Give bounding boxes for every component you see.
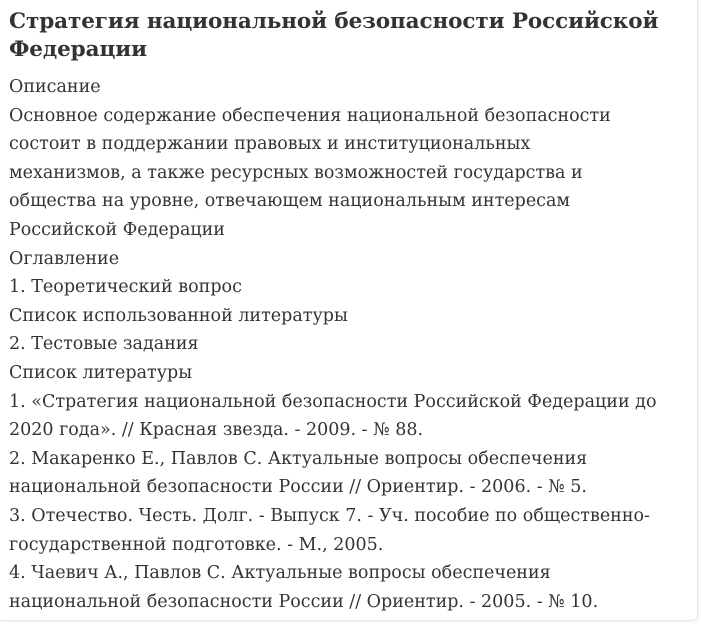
reference-line: национальной безопасности России // Ориентир. - 2005. - № 10. [9,591,599,612]
document-content [9,8,693,616]
toc-item: 2. Тестовые задания [9,334,199,355]
toc-list [9,273,693,359]
reference-line: 2020 года». // Красная звезда. - 2009. - № 88. [9,420,424,441]
references-heading: Список литературы [9,362,193,383]
title-line: Стратегия национальной безопасности Российской [9,9,659,34]
reference-line: 3. Отечество. Честь. Долг. - Выпуск 7. - Уч. пособие по общественно- [9,505,650,526]
description-line: состоит в поддержании правовых и институциональных [9,134,531,155]
description-line: общества на уровне, отвечающем национальным интересам [9,191,571,212]
description-line: Основное содержание обеспечения национальной безопасности [9,105,611,126]
reference-line: 2. Макаренко Е., Павлов С. Актуальные вопросы обеспечения [9,448,588,469]
reference-line: 4. Чаевич А., Павлов С. Актуальные вопросы обеспечения [9,563,551,584]
document-title [9,8,693,64]
description-heading: Описание [9,77,101,97]
description-text [9,102,693,245]
description-line: механизмов, а также ресурсных возможностей государства и [9,162,583,183]
description-line: Российской Федерации [9,219,225,240]
toc-item: 1. Теоретический вопрос [9,277,242,298]
toc-item: Список использованной литературы [9,305,348,326]
title-line: Федерации [9,37,147,62]
references-list [9,388,693,617]
reference-line: 1. «Стратегия национальной безопасности Российской Федерации до [9,391,657,412]
reference-line: государственной подготовке. - М., 2005. [9,534,384,555]
reference-line: национальной безопасности России // Ориентир. - 2006. - № 5. [9,477,587,498]
document-body [9,73,693,616]
toc-heading: Оглавление [9,248,120,269]
